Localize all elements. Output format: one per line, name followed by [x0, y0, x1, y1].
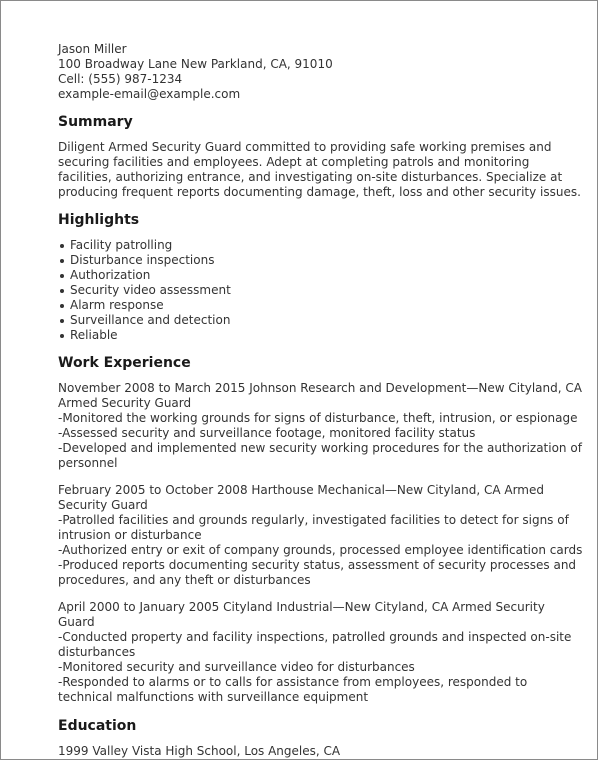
job-duty: -Produced reports documenting security status, assessment of security processes and procedures, and any theft or disturbances	[58, 558, 577, 587]
job-duty: -Patrolled facilities and grounds regularly, investigated facilities to detect for signs of intrusion or disturbance	[58, 513, 569, 542]
contact-phone: Cell: (555) 987-1234	[58, 72, 183, 86]
summary-heading: Summary	[58, 114, 133, 130]
contact-name: Jason Miller	[58, 42, 127, 56]
resume-content	[58, 42, 583, 759]
job-header: February 2005 to October 2008 Harthouse Mechanical—New Cityland, CA Armed Security Guard	[58, 483, 544, 512]
highlight-item: Surveillance and detection	[70, 313, 583, 328]
education-entry: 1999 Valley Vista High School, Los Angeles, CA	[58, 744, 341, 758]
job-header: April 2000 to January 2005 Cityland Industrial—New Cityland, CA Armed Security Guard	[58, 600, 545, 629]
job-header: November 2008 to March 2015 Johnson Research and Development—New Cityland, CA Armed Security Guard	[58, 381, 582, 410]
highlight-item: Security video assessment	[70, 283, 583, 298]
highlight-item: Facility patrolling	[70, 238, 583, 253]
job-duty: -Authorized entry or exit of company grounds, processed employee identification cards	[58, 543, 583, 557]
job-duty: -Developed and implemented new security working procedures for the authorization of personnel	[58, 441, 582, 470]
contact-email: example-email@example.com	[58, 87, 241, 101]
highlight-item: Authorization	[70, 268, 583, 283]
job-duty: -Assessed security and surveillance footage, monitored facility status	[58, 426, 476, 440]
work-experience-heading: Work Experience	[58, 355, 191, 371]
job-duty: -Monitored the working grounds for signs of disturbance, theft, intrusion, or espionage	[58, 411, 578, 425]
job-entry	[58, 600, 583, 705]
contact-address: 100 Broadway Lane New Parkland, CA, 91010	[58, 57, 333, 71]
contact-block	[58, 42, 583, 102]
highlights-heading: Highlights	[58, 212, 140, 228]
summary-text: Diligent Armed Security Guard committed to providing safe working premises and securing facilities and employees. Adept at completing patrols and monitoring facilities, authorizing entrance, and investigating on-site disturbances. Specialize at producing frequent reports documenting damage, theft, loss and other security issues.	[58, 140, 581, 199]
job-duty: -Monitored security and surveillance video for disturbances	[58, 660, 415, 674]
education-heading: Education	[58, 718, 137, 734]
highlights-list	[58, 238, 583, 343]
job-duty: -Responded to alarms or to calls for assistance from employees, responded to technical malfunctions with surveillance equipment	[58, 675, 528, 704]
highlight-item: Disturbance inspections	[70, 253, 583, 268]
highlight-item: Reliable	[70, 328, 583, 343]
job-entry	[58, 381, 583, 471]
job-entry	[58, 483, 583, 588]
highlight-item: Alarm response	[70, 298, 583, 313]
job-duty: -Conducted property and facility inspections, patrolled grounds and inspected on-site disturbances	[58, 630, 572, 659]
